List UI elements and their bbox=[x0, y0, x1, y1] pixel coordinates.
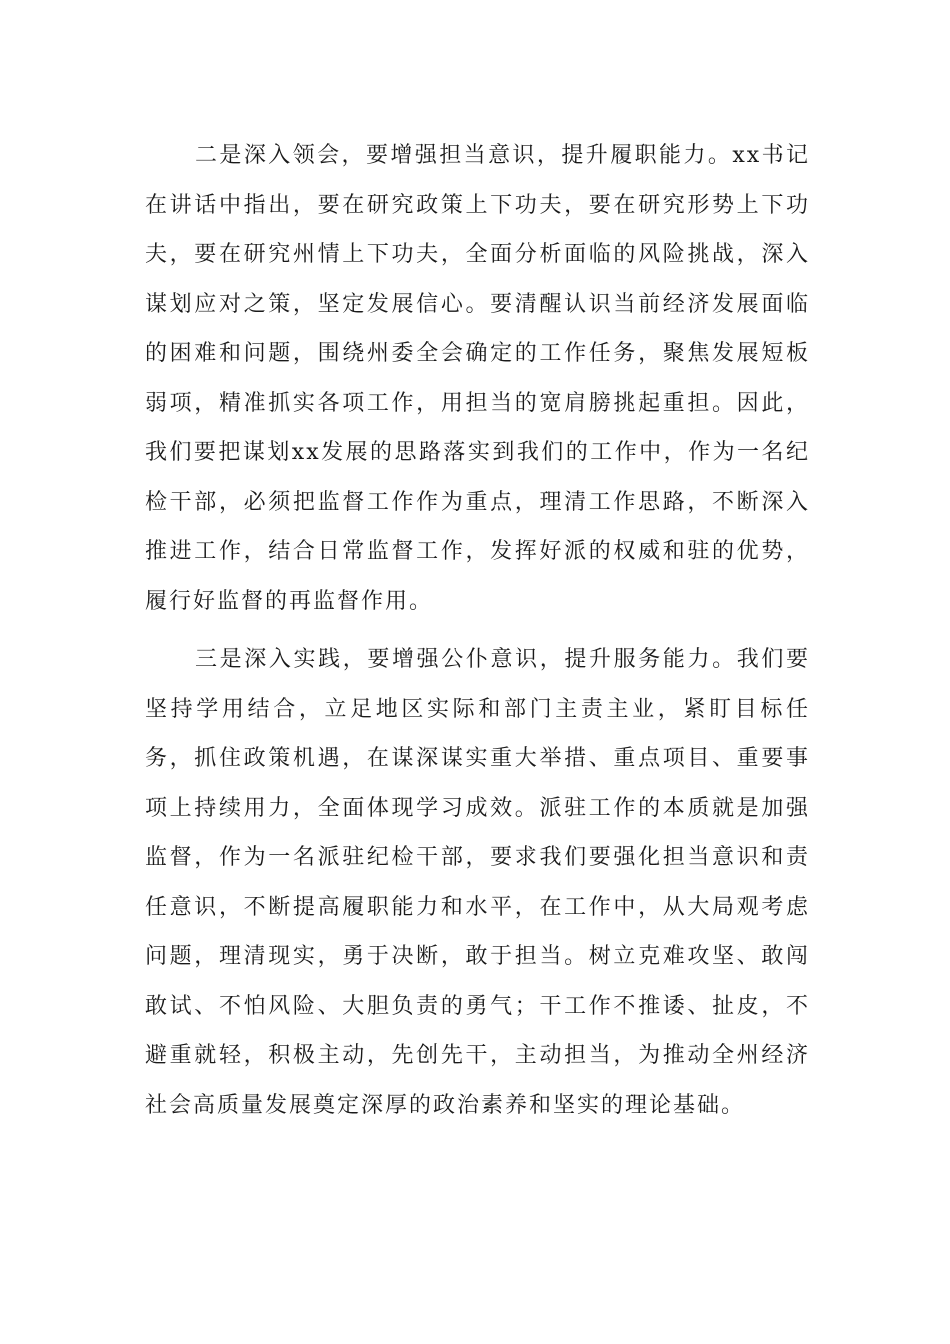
paragraph-second-point: 二是深入领会，要增强担当意识，提升履职能力。xx书记在讲话中指出，要在研究政策上下功夫，要在研究形势上下功夫，要在研究州情上下功夫，全面分析面临的风险挑战，深入谋划应对之策，坚定发展信心。要清醒认识当前经济发展面临的困难和问题，围绕州委全会确定的工作任务，聚焦发展短板弱项，精准抓实各项工作，用担当的宽肩膀挑起重担。因此，我们要把谋划xx发展的思路落实到我们的工作中，作为一名纪检干部，必须把监督工作作为重点，理清工作思路，不断深入推进工作，结合日常监督工作，发挥好派的权威和驻的优势，履行好监督的再监督作用。 bbox=[145, 143, 810, 614]
paragraph-third-point: 三是深入实践，要增强公仆意识，提升服务能力。我们要坚持学用结合，立足地区实际和部门主责主业，紧盯目标任务，抓住政策机遇，在谋深谋实重大举措、重点项目、重要事项上持续用力，全面体现学习成效。派驻工作的本质就是加强监督，作为一名派驻纪检干部，要求我们要强化担当意识和责任意识，不断提高履职能力和水平，在工作中，从大局观考虑问题，理清现实，勇于决断，敢于担当。树立克难攻坚、敢闯敢试、不怕风险、大胆负责的勇气；干工作不推诿、扯皮，不避重就轻，积极主动，先创先干，主动担当，为推动全州经济社会高质量发展奠定深厚的政治素养和坚实的理论基础。 bbox=[145, 647, 810, 1118]
